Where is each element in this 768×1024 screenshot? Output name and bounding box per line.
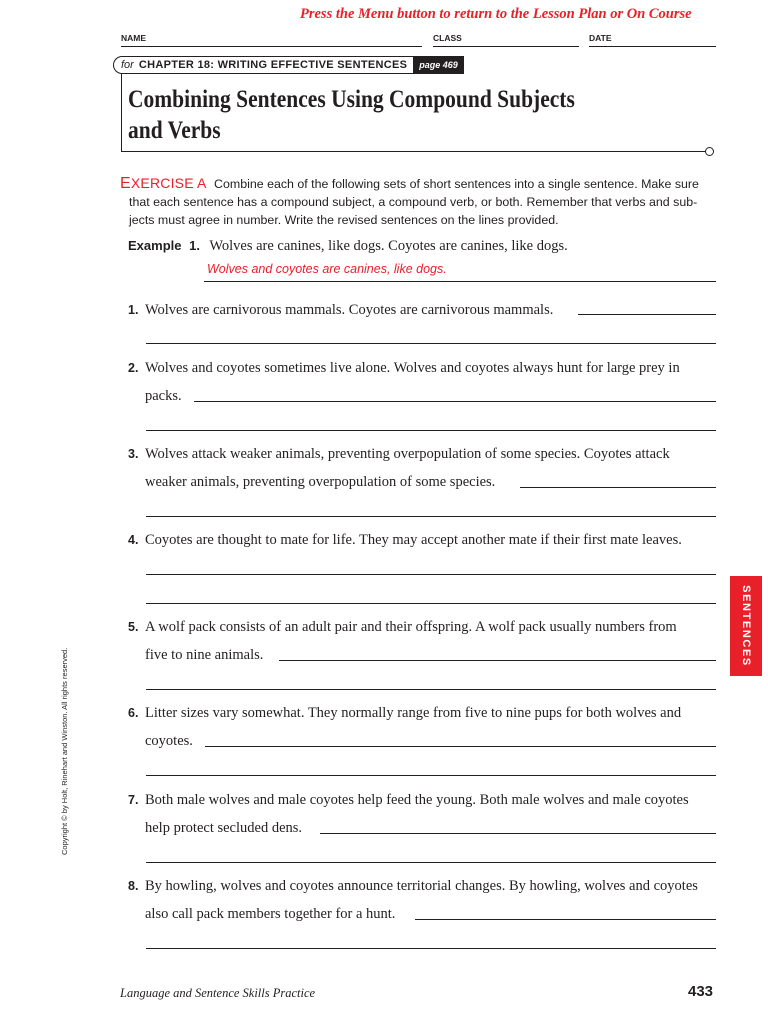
title-rule-end-dot xyxy=(705,147,714,156)
item-text-cont: also call pack members together for a hunt. xyxy=(145,906,396,922)
answer-line[interactable] xyxy=(146,574,716,575)
item-text-cont: weaker animals, preventing overpopulation of some species. xyxy=(145,474,496,490)
chapter-tag xyxy=(113,56,464,74)
example-text: Wolves are canines, like dogs. Coyotes are canines, like dogs. xyxy=(209,238,568,254)
item-text: Both male wolves and male coyotes help feed the young. Both male wolves and male coyotes xyxy=(145,792,689,808)
menu-return-link[interactable]: Press the Menu button to return to the Lesson Plan or On Course xyxy=(300,6,692,22)
item-text-cont: coyotes. xyxy=(145,733,193,749)
answer-line[interactable] xyxy=(146,516,716,517)
answer-line[interactable] xyxy=(194,401,716,402)
item-number: 1. xyxy=(128,303,139,317)
copyright-notice: Copyright © by Holt, Rinehart and Winston. All rights reserved. xyxy=(60,647,69,855)
example-item xyxy=(128,238,568,255)
answer-line[interactable] xyxy=(415,919,716,920)
item-number: 2. xyxy=(128,361,139,375)
title-rule-horizontal xyxy=(121,151,706,152)
page-title xyxy=(128,84,678,146)
answer-line[interactable] xyxy=(578,314,716,315)
chapter-for: for xyxy=(121,59,134,71)
item-text: A wolf pack consists of an adult pair and their offspring. A wolf pack usually numbers from xyxy=(145,619,677,635)
instructions-line-2: that each sentence has a compound subject, a compound verb, or both. Remember that verbs and sub- xyxy=(129,195,698,209)
item-text: Wolves are carnivorous mammals. Coyotes are carnivorous mammals. xyxy=(145,302,554,318)
answer-line[interactable] xyxy=(146,948,716,949)
example-number: 1. xyxy=(189,238,200,253)
answer-line[interactable] xyxy=(205,746,716,747)
answer-line[interactable] xyxy=(146,689,716,690)
section-side-tab-label: SENTENCES xyxy=(740,585,753,667)
item-text-cont: five to nine animals. xyxy=(145,647,264,663)
item-number: 3. xyxy=(128,447,139,461)
answer-line[interactable] xyxy=(320,833,716,834)
example-answer: Wolves and coyotes are canines, like dogs. xyxy=(207,262,447,276)
item-number: 4. xyxy=(128,533,139,547)
date-label: DATE xyxy=(589,33,612,43)
item-text: By howling, wolves and coyotes announce territorial changes. By howling, wolves and coyotes xyxy=(145,878,698,894)
item-text: Coyotes are thought to mate for life. They may accept another mate if their first mate leaves. xyxy=(145,532,682,548)
answer-line[interactable] xyxy=(146,775,716,776)
exercise-instructions xyxy=(120,174,720,229)
name-label: NAME xyxy=(121,33,147,43)
chapter-page-ref: page 469 xyxy=(413,56,464,74)
item-number: 5. xyxy=(128,620,139,634)
section-side-tab xyxy=(730,576,762,676)
item-text: Wolves attack weaker animals, preventing overpopulation of some species. Coyotes attack xyxy=(145,446,670,462)
class-field[interactable] xyxy=(433,46,579,47)
answer-line[interactable] xyxy=(146,603,716,604)
item-number: 8. xyxy=(128,879,139,893)
page-title-line-1: Combining Sentences Using Compound Subjects xyxy=(128,86,575,113)
footer-page-number: 433 xyxy=(688,983,714,1000)
page-title-line-2: and Verbs xyxy=(128,117,221,144)
answer-line[interactable] xyxy=(146,430,716,431)
item-text-cont: help protect secluded dens. xyxy=(145,820,303,836)
name-field[interactable] xyxy=(121,46,422,47)
answer-line[interactable] xyxy=(279,660,716,661)
answer-line[interactable] xyxy=(520,487,716,488)
instructions-line-1: Combine each of the following sets of short sentences into a single sentence. Make sure xyxy=(214,177,699,191)
example-answer-line xyxy=(204,281,716,282)
class-label: CLASS xyxy=(433,33,462,43)
item-number: 7. xyxy=(128,793,139,807)
answer-line[interactable] xyxy=(146,343,716,344)
date-field[interactable] xyxy=(589,46,716,47)
exercise-label: EXERCISE A xyxy=(120,175,207,192)
chapter-title: CHAPTER 18: WRITING EFFECTIVE SENTENCES xyxy=(138,59,408,71)
title-rule-vertical xyxy=(121,74,122,152)
item-text: Wolves and coyotes sometimes live alone. Wolves and coyotes always hunt for large prey in xyxy=(145,360,680,376)
example-label: Example xyxy=(128,238,182,253)
footer-book-title: Language and Sentence Skills Practice xyxy=(120,986,316,1000)
answer-line[interactable] xyxy=(146,862,716,863)
item-text-cont: packs. xyxy=(145,388,182,404)
instructions-line-3: jects must agree in number. Write the revised sentences on the lines provided. xyxy=(129,213,559,227)
item-number: 6. xyxy=(128,706,139,720)
item-text: Litter sizes vary somewhat. They normally range from five to nine pups for both wolves and xyxy=(145,705,682,721)
